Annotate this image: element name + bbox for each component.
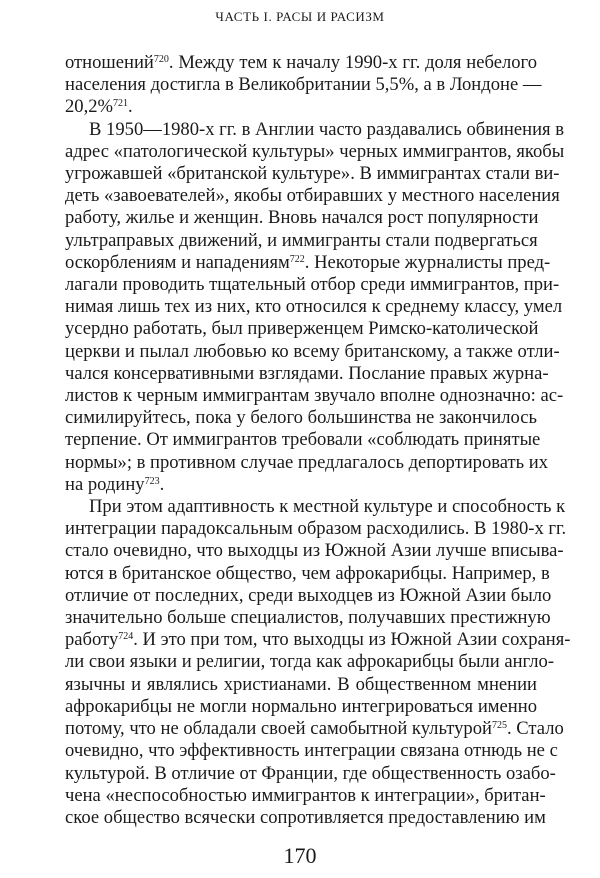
text-line bbox=[65, 429, 541, 451]
text-run: отношений bbox=[65, 52, 154, 73]
text-run: на родину bbox=[65, 473, 145, 495]
text-line bbox=[65, 451, 549, 474]
text-line bbox=[65, 207, 537, 229]
footnote-ref: 720 bbox=[153, 54, 169, 65]
text-run: значительно больше специалистов, получавших престижную bbox=[65, 607, 551, 629]
text-line bbox=[65, 163, 560, 185]
text-line bbox=[65, 230, 537, 252]
text-run: чена «неспособностью иммигрантов к интеграции», британ- bbox=[65, 784, 546, 806]
text-line bbox=[65, 474, 537, 496]
text-run: язычны и являлись христианами. В общественном мнении bbox=[65, 673, 537, 695]
text-run: адрес «патологической культуры» черных иммигрантов, якобы bbox=[65, 140, 565, 162]
text-line bbox=[65, 696, 537, 718]
text-run: потому, что не обладали своей самобытной культурой bbox=[65, 718, 492, 740]
text-run: работу, жилье и женщин. Вновь начался рост популярности bbox=[65, 207, 539, 229]
running-head: ЧАСТЬ I. РАСЫ И РАСИЗМ bbox=[215, 9, 385, 24]
text-run: очевидно, что эффективность интеграции связана отнюдь не с bbox=[65, 740, 558, 762]
text-line bbox=[65, 318, 537, 340]
text-line bbox=[65, 96, 537, 118]
text-run: стало очевидно, что выходцы из Южной Азии лучше вписыва- bbox=[65, 540, 564, 562]
text-line bbox=[65, 674, 537, 696]
text-run: афрокарибцы не могли нормально интегрироваться именно bbox=[65, 695, 537, 717]
text-run: ское общество всячески сопротивляется предоставлению им bbox=[65, 806, 546, 828]
text-line bbox=[65, 496, 566, 518]
text-line bbox=[65, 296, 563, 318]
footnote-ref: 721 bbox=[113, 98, 129, 110]
text-run: лагали проводить тщательный отбор среди иммигрантов, при- bbox=[65, 274, 560, 296]
text-run: . Между тем к началу 1990-х гг. доля небелого bbox=[168, 52, 537, 73]
text-line bbox=[65, 74, 542, 96]
text-line bbox=[65, 385, 564, 407]
text-line bbox=[65, 52, 537, 74]
text-line bbox=[65, 540, 564, 562]
text-run: . И это при том, что выходцы из Южной Азии сохраня- bbox=[133, 629, 571, 651]
text-line bbox=[65, 651, 555, 673]
footnote-ref: 723 bbox=[144, 475, 160, 487]
text-line bbox=[65, 784, 546, 807]
text-run: нормы»; в противном случае предлагалось депортировать их bbox=[65, 451, 549, 473]
text-line bbox=[65, 740, 558, 762]
text-line bbox=[65, 762, 556, 785]
text-run: При этом адаптивность к местной культуре и способность к bbox=[89, 496, 566, 518]
text-line bbox=[65, 340, 560, 363]
text-run: угрожавшей «британской культуре». В иммигрантах стали ви- bbox=[65, 163, 560, 185]
text-line bbox=[65, 806, 546, 829]
text-line bbox=[65, 584, 552, 607]
text-run: оскорблениям и нападениям bbox=[65, 251, 290, 273]
text-run: культурой. В отличие от Франции, где общественность озабо- bbox=[65, 762, 556, 784]
text-line bbox=[65, 274, 560, 296]
text-run: . bbox=[159, 473, 165, 495]
text-line bbox=[65, 607, 551, 629]
paragraph-2 bbox=[65, 118, 565, 496]
text-line bbox=[65, 362, 549, 385]
body-text bbox=[65, 52, 571, 829]
text-line bbox=[65, 185, 560, 207]
text-run: . bbox=[128, 96, 133, 118]
text-run: листов к черным иммигрантам звучало вполне однозначно: ас- bbox=[65, 385, 564, 407]
text-run: отличие от последних, среди выходцев из Южной Азии было bbox=[65, 584, 552, 606]
text-run: симилируйтесь, пока у белого большинства не закончилось bbox=[65, 407, 537, 429]
paragraph-1 bbox=[65, 52, 542, 119]
text-run: церкви и пылал любовью ко всему британскому, а также отли- bbox=[65, 340, 560, 362]
text-run: чался консервативными взглядами. Послание правых журна- bbox=[65, 362, 549, 384]
text-line bbox=[65, 718, 564, 740]
paragraph-3 bbox=[65, 496, 571, 829]
text-line bbox=[65, 140, 565, 163]
text-run: интеграции парадоксальным образом расходились. В 1980-х гг. bbox=[65, 518, 567, 540]
footnote-ref: 722 bbox=[289, 253, 305, 265]
text-line bbox=[65, 518, 567, 540]
text-line bbox=[65, 562, 550, 585]
footnote-ref: 725 bbox=[491, 720, 507, 732]
text-line bbox=[65, 118, 565, 141]
text-run: . Стало bbox=[506, 718, 564, 740]
text-line bbox=[65, 251, 551, 274]
text-line bbox=[65, 629, 571, 651]
text-run: ультраправых движений, и иммигранты стали подвергаться bbox=[65, 229, 538, 251]
text-run: работу bbox=[65, 629, 119, 651]
text-run: В 1950—1980-х гг. в Англии часто раздавались обвинения в bbox=[89, 118, 565, 140]
text-run: ли свои языки и религии, тогда как афрокарибцы были англо- bbox=[65, 651, 555, 673]
text-run: терпение. От иммигрантов требовали «соблюдать принятые bbox=[65, 429, 541, 451]
page-number: 170 bbox=[283, 843, 317, 868]
text-line bbox=[65, 407, 537, 429]
text-run: 20,2% bbox=[65, 96, 114, 118]
text-run: ются в британское общество, чем афрокарибцы. Например, в bbox=[65, 562, 550, 584]
footnote-ref: 724 bbox=[118, 631, 134, 643]
text-run: населения достигла в Великобритании 5,5%, а в Лондоне — bbox=[65, 74, 542, 96]
text-run: . Некоторые журналисты пред- bbox=[304, 251, 551, 273]
text-run: деть «завоевателей», якобы отбиравших у местного населения bbox=[65, 185, 560, 207]
text-run: усердно работать, был приверженцем Римско-католической bbox=[65, 318, 539, 340]
text-run: нимая лишь тех из них, кто относился к среднему классу, умел bbox=[65, 296, 563, 318]
